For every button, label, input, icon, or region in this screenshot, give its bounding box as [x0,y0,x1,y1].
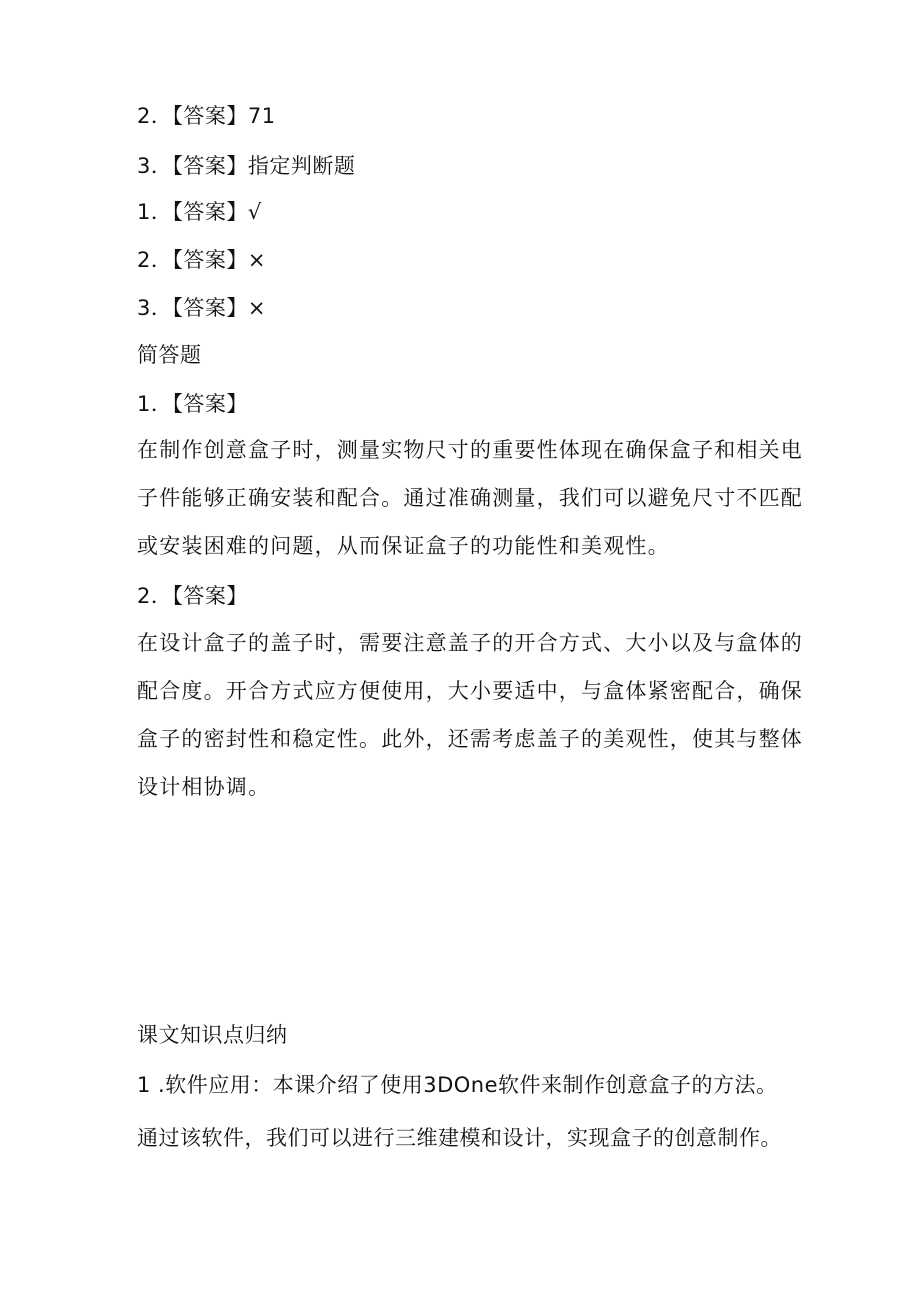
answer-judge-2: 2．【答案】× [137,248,266,272]
answer-fill-2: 2．【答案】71 [137,104,276,128]
text-line: 在设计盒子的盖子时，需要注意盖子的开合方式、大小以及与盒体的 [137,631,803,655]
short-answer-heading: 简答题 [137,343,202,367]
short-answer-2-text [137,619,803,811]
answer-fill-3: 3．【答案】指定判断题 [137,154,356,178]
text-line: 在制作创意盒子时，测量实物尺寸的重要性体现在确保盒子和相关电 [137,438,803,462]
text-line: 盒子的密封性和稳定性。此外，还需考虑盖子的美观性，使其与整体 [137,727,803,751]
text-line: 子件能够正确安装和配合。通过准确测量，我们可以避免尺寸不匹配 [137,486,803,510]
text-line: 配合度。开合方式应方便使用，大小要适中，与盒体紧密配合，确保 [137,679,803,703]
answer-judge-1: 1．【答案】√ [137,200,262,224]
knowledge-heading: 课文知识点归纳 [137,1023,288,1047]
text-line: 或安装困难的问题，从而保证盒子的功能性和美观性。 [137,534,670,558]
text-line: 设计相协调。 [137,775,271,799]
knowledge-item-1-continued: 通过该软件，我们可以进行三维建模和设计，实现盒子的创意制作。 [137,1126,782,1150]
short-answer-2-label: 2．【答案】 [137,584,248,608]
answer-judge-3: 3．【答案】× [137,296,266,320]
short-answer-1-label: 1．【答案】 [137,392,248,416]
knowledge-item-1: 1 .软件应用：本课介绍了使用3DOne软件来制作创意盒子的方法。 [137,1073,778,1097]
short-answer-1-text [137,426,803,570]
